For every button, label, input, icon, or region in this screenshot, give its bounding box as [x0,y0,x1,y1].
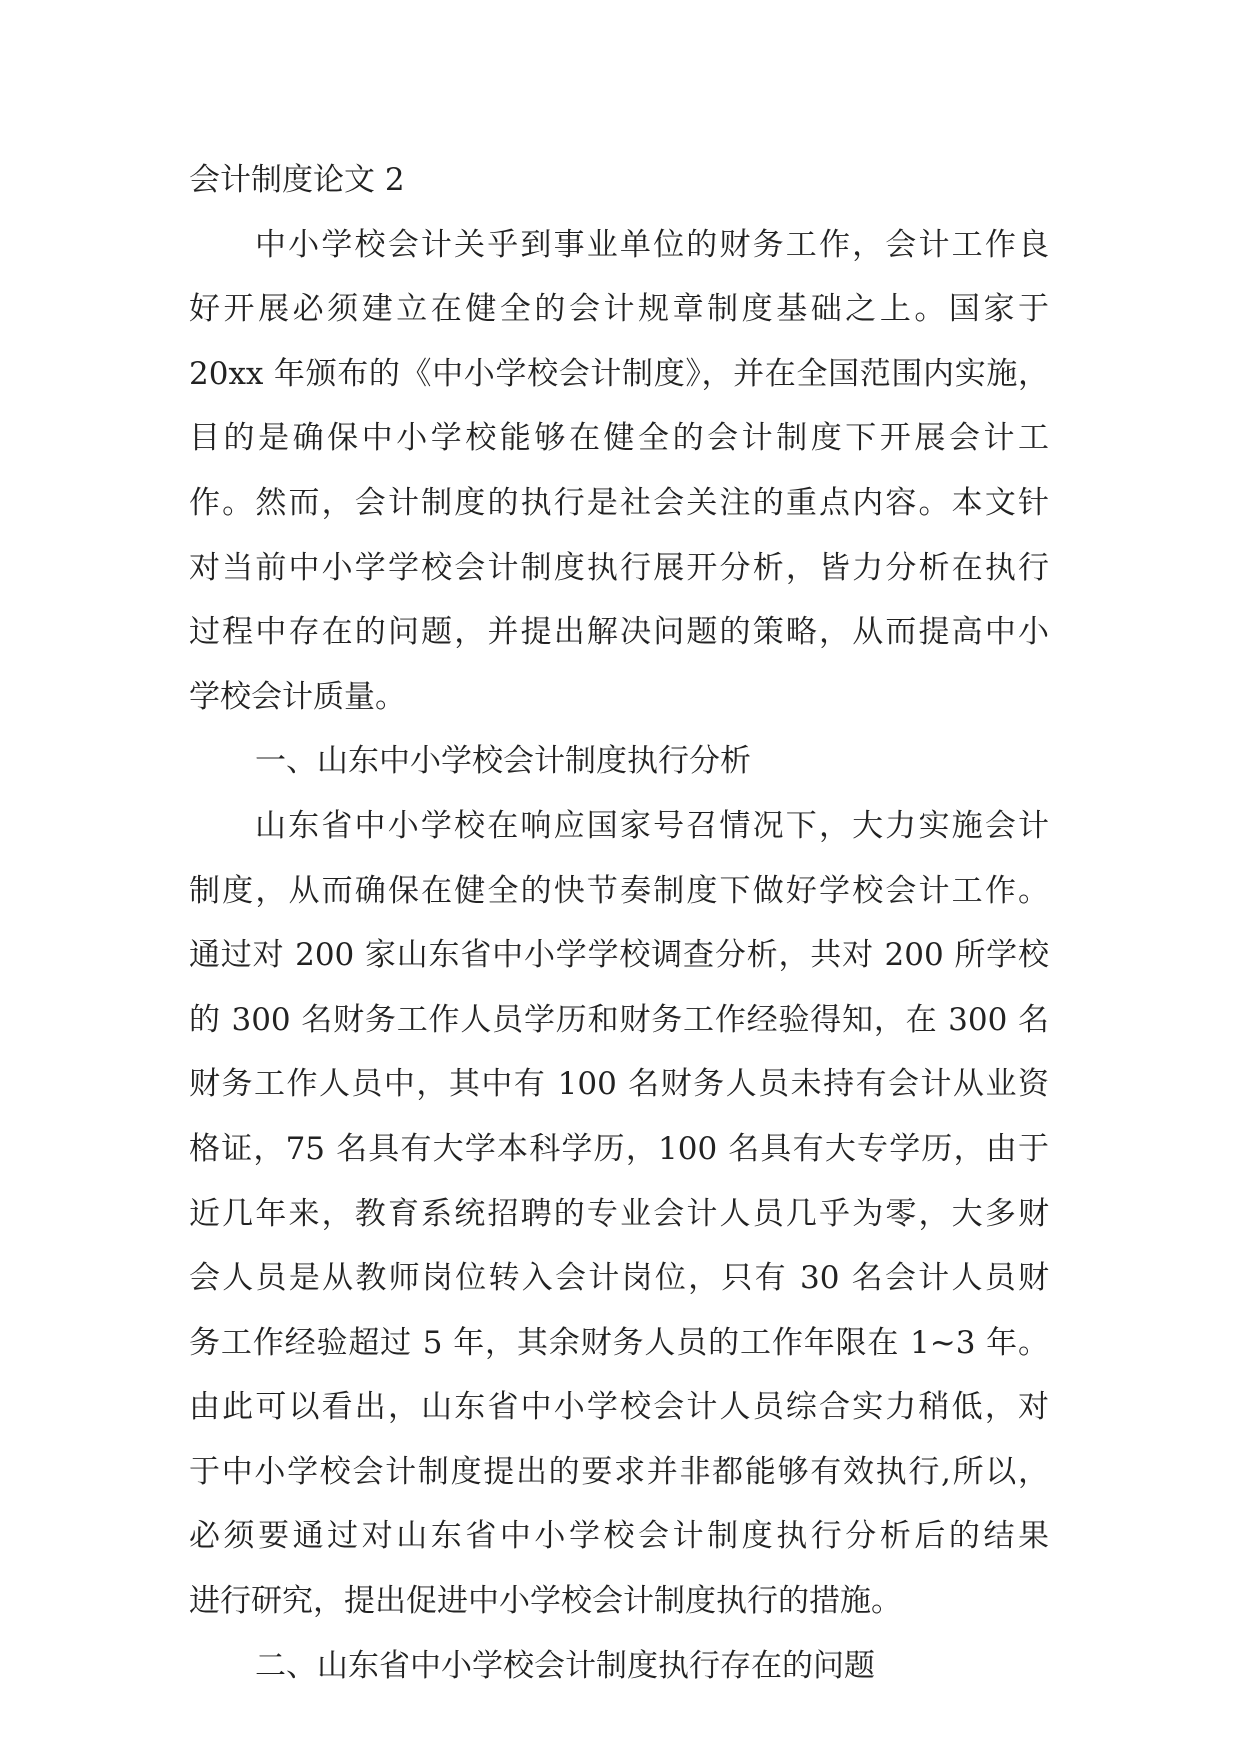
paragraph-line: 格证，75 名具有大学本科学历，100 名具有大专学历，由于 [189,1130,1049,1167]
paragraph-line: 由此可以看出，山东省中小学校会计人员综合实力稍低，对 [189,1389,1049,1426]
paragraph-line: 作。然而，会计制度的执行是社会关注的重点内容。本文针 [189,484,1049,521]
paragraph-line: 通过对 200 家山东省中小学学校调查分析，共对 200 所学校 [189,937,1049,974]
section-heading-2: 二、山东省中小学校会计制度执行存在的问题 [255,1647,875,1684]
paragraph-line: 财务工作人员中，其中有 100 名财务人员未持有会计从业资 [189,1066,1049,1103]
paragraph-line: 的 300 名财务工作人员学历和财务工作经验得知，在 300 名 [189,1001,1049,1038]
paragraph-line: 过程中存在的问题，并提出解决问题的策略，从而提高中小 [189,614,1049,651]
document-body [189,148,1049,1698]
paragraph-line: 近几年来，教育系统招聘的专业会计人员几乎为零，大多财 [189,1195,1049,1232]
paragraph-analysis [189,794,1049,1634]
paragraph-line: 20xx 年颁布的《中小学校会计制度》，并在全国范围内实施， [189,355,1049,392]
paragraph-intro [189,213,1049,730]
paragraph-line: 目的是确保中小学校能够在健全的会计制度下开展会计工 [189,420,1049,457]
paragraph-line: 制度，从而确保在健全的快节奏制度下做好学校会计工作。 [189,872,1049,909]
paragraph-line: 务工作经验超过 5 年，其余财务人员的工作年限在 1~3 年。 [189,1324,1049,1361]
paragraph-line: 进行研究，提出促进中小学校会计制度执行的措施。 [189,1583,902,1620]
paragraph-line: 于中小学校会计制度提出的要求并非都能够有效执行,所以， [189,1453,1049,1490]
paragraph-line: 必须要通过对山东省中小学校会计制度执行分析后的结果 [189,1518,1049,1555]
document-title: 会计制度论文 2 [189,162,405,198]
paragraph-line: 山东省中小学校在响应国家号召情况下，大力实施会计 [255,807,1049,844]
paragraph-line: 学校会计质量。 [189,678,406,715]
paragraph-line: 好开展必须建立在健全的会计规章制度基础之上。国家于 [189,291,1049,328]
section-heading-1: 一、山东中小学校会计制度执行分析 [255,743,751,780]
paragraph-line: 会人员是从教师岗位转入会计岗位，只有 30 名会计人员财 [189,1260,1049,1297]
paragraph-line: 中小学校会计关乎到事业单位的财务工作，会计工作良 [255,226,1049,263]
paragraph-line: 对当前中小学学校会计制度执行展开分析，皆力分析在执行 [189,549,1049,586]
